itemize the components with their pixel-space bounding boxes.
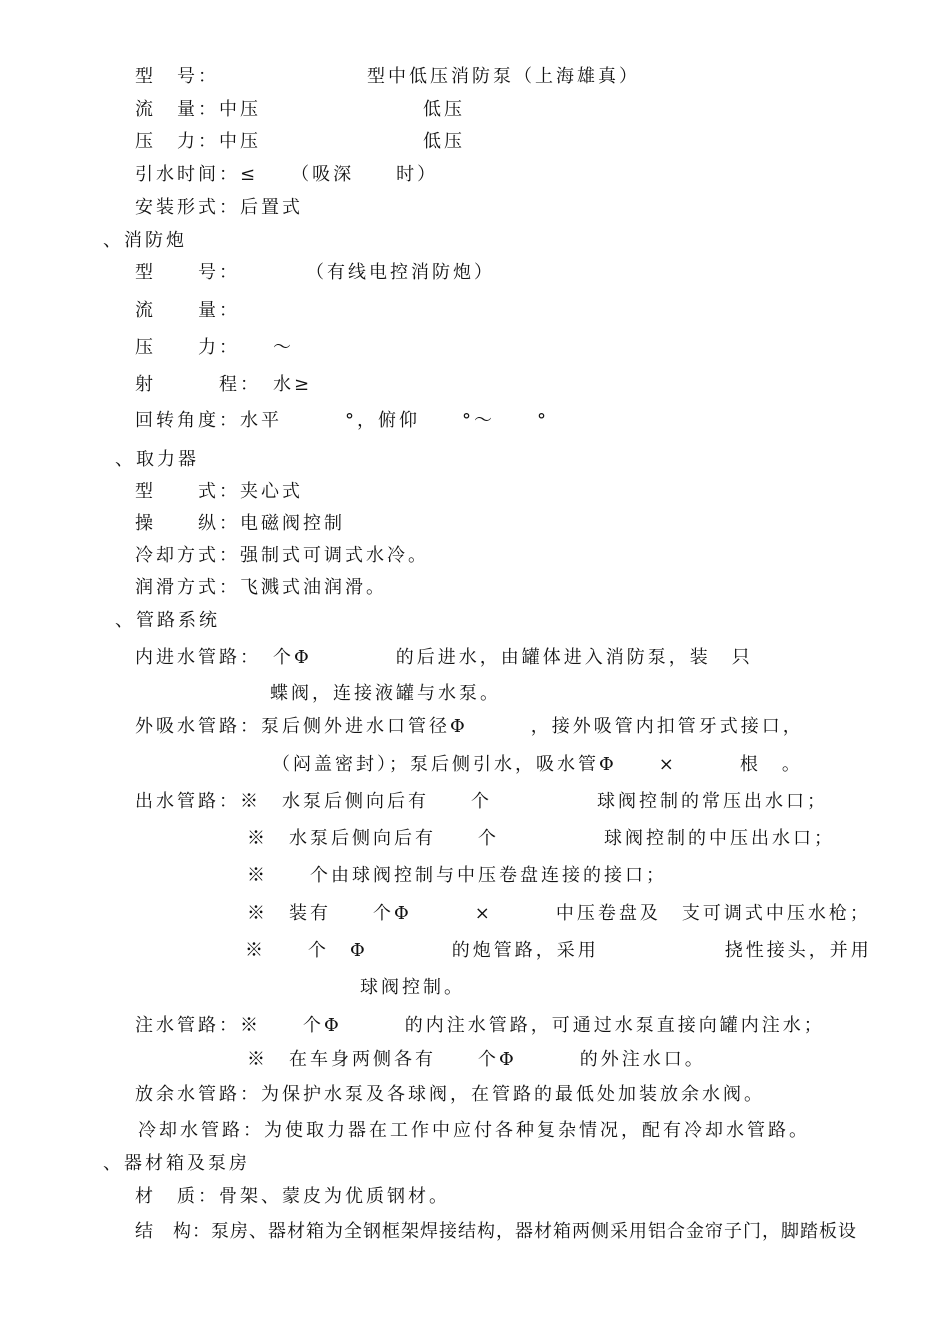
line-02b: 低压 <box>423 99 465 120</box>
line-30: 放余水管路：为保护水泵及各球阀，在管路的最低处加装放余水阀。 <box>135 1084 765 1105</box>
line-05: 安装形式：后置式 <box>135 197 303 218</box>
line-03b: 低压 <box>423 131 465 152</box>
line-08: 流 量： <box>135 300 240 321</box>
line-23: ※ 水泵后侧向后有 个 球阀控制的中压出水口； <box>247 828 835 849</box>
line-04: 引水时间：≤ （吸深 时） <box>135 164 439 185</box>
line-16: 润滑方式：飞溅式油润滑。 <box>135 577 387 598</box>
section-heading: 、取力器 <box>115 449 199 470</box>
section-heading: 、器材箱及泵房 <box>103 1153 250 1174</box>
line-01: 型 号： <box>135 66 219 87</box>
line-24: ※ 个由球阀控制与中压卷盘连接的接口； <box>247 865 667 886</box>
line-20: 外吸水管路：泵后侧外进水口管径Φ ，接外吸管内扣管牙式接口， <box>135 716 804 737</box>
line-18: 内进水管路： 个Φ 的后进水，由罐体进入消防泵，装 只 <box>135 647 753 668</box>
line-15: 冷却方式：强制式可调式水冷。 <box>135 545 429 566</box>
line-09: 压 力： ～ <box>135 337 294 358</box>
line-03: 压 力：中压 <box>135 131 261 152</box>
line-33: 材 质：骨架、蒙皮为优质钢材。 <box>135 1186 450 1207</box>
line-07: 型 号： （有线电控消防炮） <box>135 262 495 283</box>
line-34: 结 构：泵房、器材箱为全钢框架焊接结构，器材箱两侧采用铝合金帘子门，脚踏板设 <box>135 1221 857 1242</box>
line-25: ※ 装有 个Φ × 中压卷盘及 支可调式中压水枪； <box>247 903 871 924</box>
section-heading: 、消防炮 <box>103 230 187 251</box>
line-13: 型 式：夹心式 <box>135 481 303 502</box>
line-21: （闷盖密封）；泵后侧引水，吸水管Φ × 根 。 <box>272 754 803 775</box>
line-28: 注水管路：※ 个Φ 的内注水管路，可通过水泵直接向罐内注水； <box>135 1015 825 1036</box>
line-19: 蝶阀，连接液罐与水泵。 <box>270 683 501 704</box>
line-27: 球阀控制。 <box>360 977 465 998</box>
line-31: 冷却水管路：为使取力器在工作中应付各种复杂情况，配有冷却水管路。 <box>138 1120 810 1141</box>
line-11: 回转角度：水平 °，俯仰 °～ ° <box>135 410 549 431</box>
line-14: 操 纵：电磁阀控制 <box>135 513 345 534</box>
line-10: 射 程： 水≥ <box>135 374 313 395</box>
section-heading: 、管路系统 <box>115 610 220 631</box>
line-22: 出水管路：※ 水泵后侧向后有 个 球阀控制的常压出水口； <box>135 791 828 812</box>
line-01b: 型中低压消防泵（上海雄真） <box>367 66 640 87</box>
line-02: 流 量：中压 <box>135 99 261 120</box>
line-29: ※ 在车身两侧各有 个Φ 的外注水口。 <box>247 1049 706 1070</box>
line-26: ※ 个 Φ 的炮管路，采用 挠性接头，并用 <box>245 940 872 961</box>
